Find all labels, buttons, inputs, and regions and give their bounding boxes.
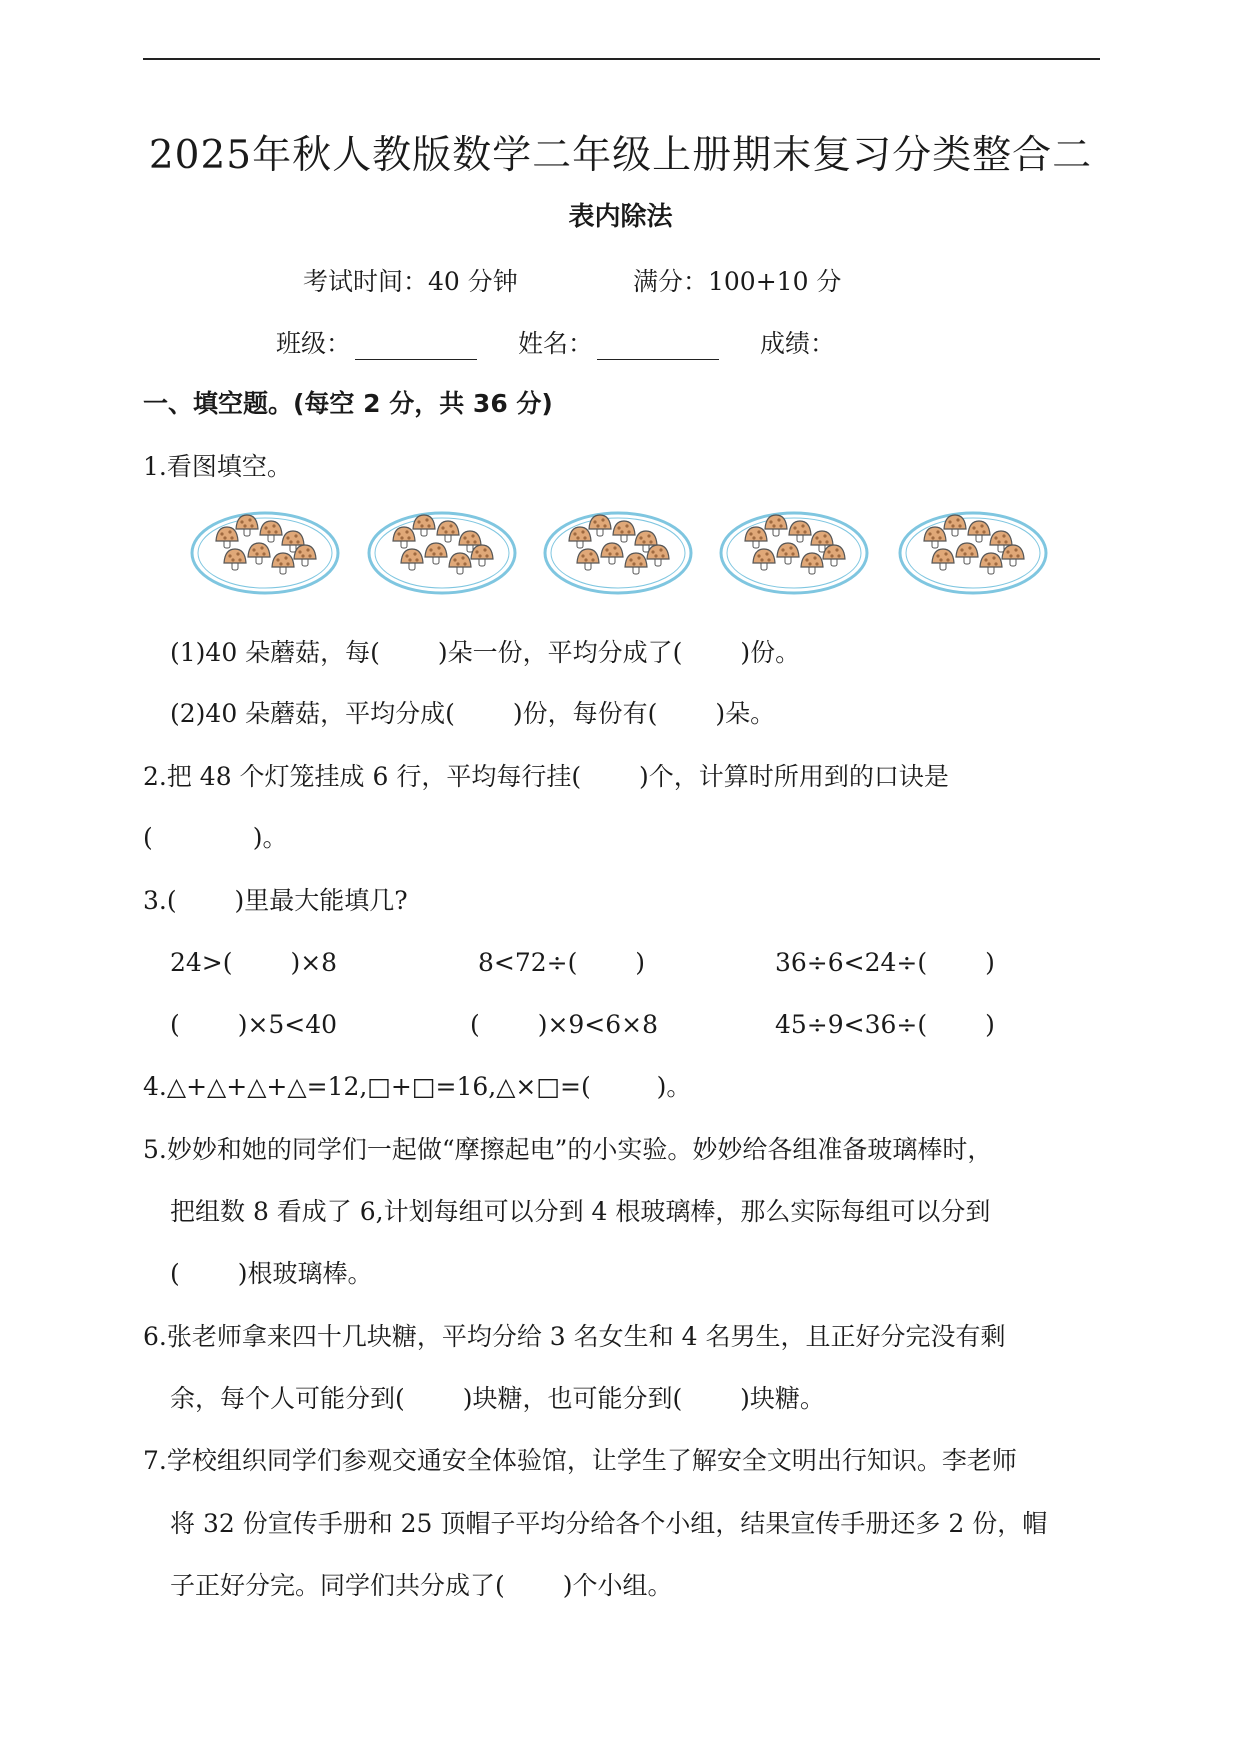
mushroom-group bbox=[900, 513, 1046, 593]
q5-line2: 把组数 8 看成了 6,计划每组可以分到 4 根玻璃棒，那么实际每组可以分到 bbox=[170, 1197, 991, 1226]
mushroom-group bbox=[192, 513, 338, 593]
mushroom-group bbox=[721, 513, 867, 593]
q1-stem: 1.看图填空。 bbox=[143, 452, 292, 481]
q6-line1: 6.张老师拿来四十几块糖，平均分给 3 名女生和 4 名男生，且正好分完没有剩 bbox=[143, 1322, 1006, 1351]
q5-line1: 5.妙妙和她的同学们一起做“摩擦起电”的小实验。妙妙给各组准备玻璃棒时， bbox=[143, 1135, 993, 1164]
name-label: 姓名： bbox=[518, 329, 594, 358]
header-rule bbox=[143, 58, 1100, 60]
mushroom-group bbox=[369, 513, 515, 593]
mushroom-groups-figure bbox=[190, 505, 1080, 605]
class-field bbox=[276, 324, 477, 360]
q3-r1c1: 24>( )×8 bbox=[170, 948, 338, 977]
q5-line3: ( )根玻璃棒。 bbox=[170, 1259, 373, 1288]
q4-text: 4.△+△+△+△=12,□+□=16,△×□=( )。 bbox=[143, 1072, 692, 1101]
class-blank bbox=[355, 333, 477, 360]
exam-time: 考试时间：40 分钟 bbox=[303, 267, 518, 296]
q2-line2: ( )。 bbox=[143, 823, 288, 852]
name-blank bbox=[597, 333, 719, 360]
page-title: 2025年秋人教版数学二年级上册期末复习分类整合二 bbox=[148, 133, 1093, 178]
score-label: 成绩： bbox=[760, 329, 836, 358]
q1-part1: (1)40 朵蘑菇，每( )朵一份，平均分成了( )份。 bbox=[170, 638, 801, 667]
q6-line2: 余，每个人可能分到( )块糖，也可能分到( )块糖。 bbox=[170, 1384, 825, 1413]
score-field bbox=[760, 324, 835, 360]
name-field bbox=[518, 324, 719, 360]
section-heading: 一、填空题。(每空 2 分，共 36 分) bbox=[143, 389, 553, 418]
q3-r1c2: 8<72÷( ) bbox=[478, 948, 646, 977]
class-label: 班级： bbox=[276, 329, 352, 358]
q3-r2c3: 45÷9<36÷( ) bbox=[775, 1010, 995, 1039]
page-subtitle: 表内除法 bbox=[568, 202, 673, 232]
q3-r2c1: ( )×5<40 bbox=[170, 1010, 338, 1039]
q7-line2: 将 32 份宣传手册和 25 顶帽子平均分给各个小组，结果宣传手册还多 2 份，帽 bbox=[170, 1509, 1048, 1538]
q3-stem: 3.( )里最大能填几? bbox=[143, 886, 408, 915]
full-score: 满分：100+10 分 bbox=[633, 267, 842, 296]
q3-r2c2: ( )×9<6×8 bbox=[470, 1010, 659, 1039]
q7-line3: 子正好分完。同学们共分成了( )个小组。 bbox=[170, 1571, 673, 1600]
mushroom-group bbox=[545, 513, 691, 593]
q3-r1c3: 36÷6<24÷( ) bbox=[775, 948, 995, 977]
q7-line1: 7.学校组织同学们参观交通安全体验馆，让学生了解安全文明出行知识。李老师 bbox=[143, 1446, 1017, 1475]
q2-line1: 2.把 48 个灯笼挂成 6 行，平均每行挂( )个，计算时所用到的口诀是 bbox=[143, 762, 949, 791]
q1-part2: (2)40 朵蘑菇，平均分成( )份，每份有( )朵。 bbox=[170, 699, 776, 728]
